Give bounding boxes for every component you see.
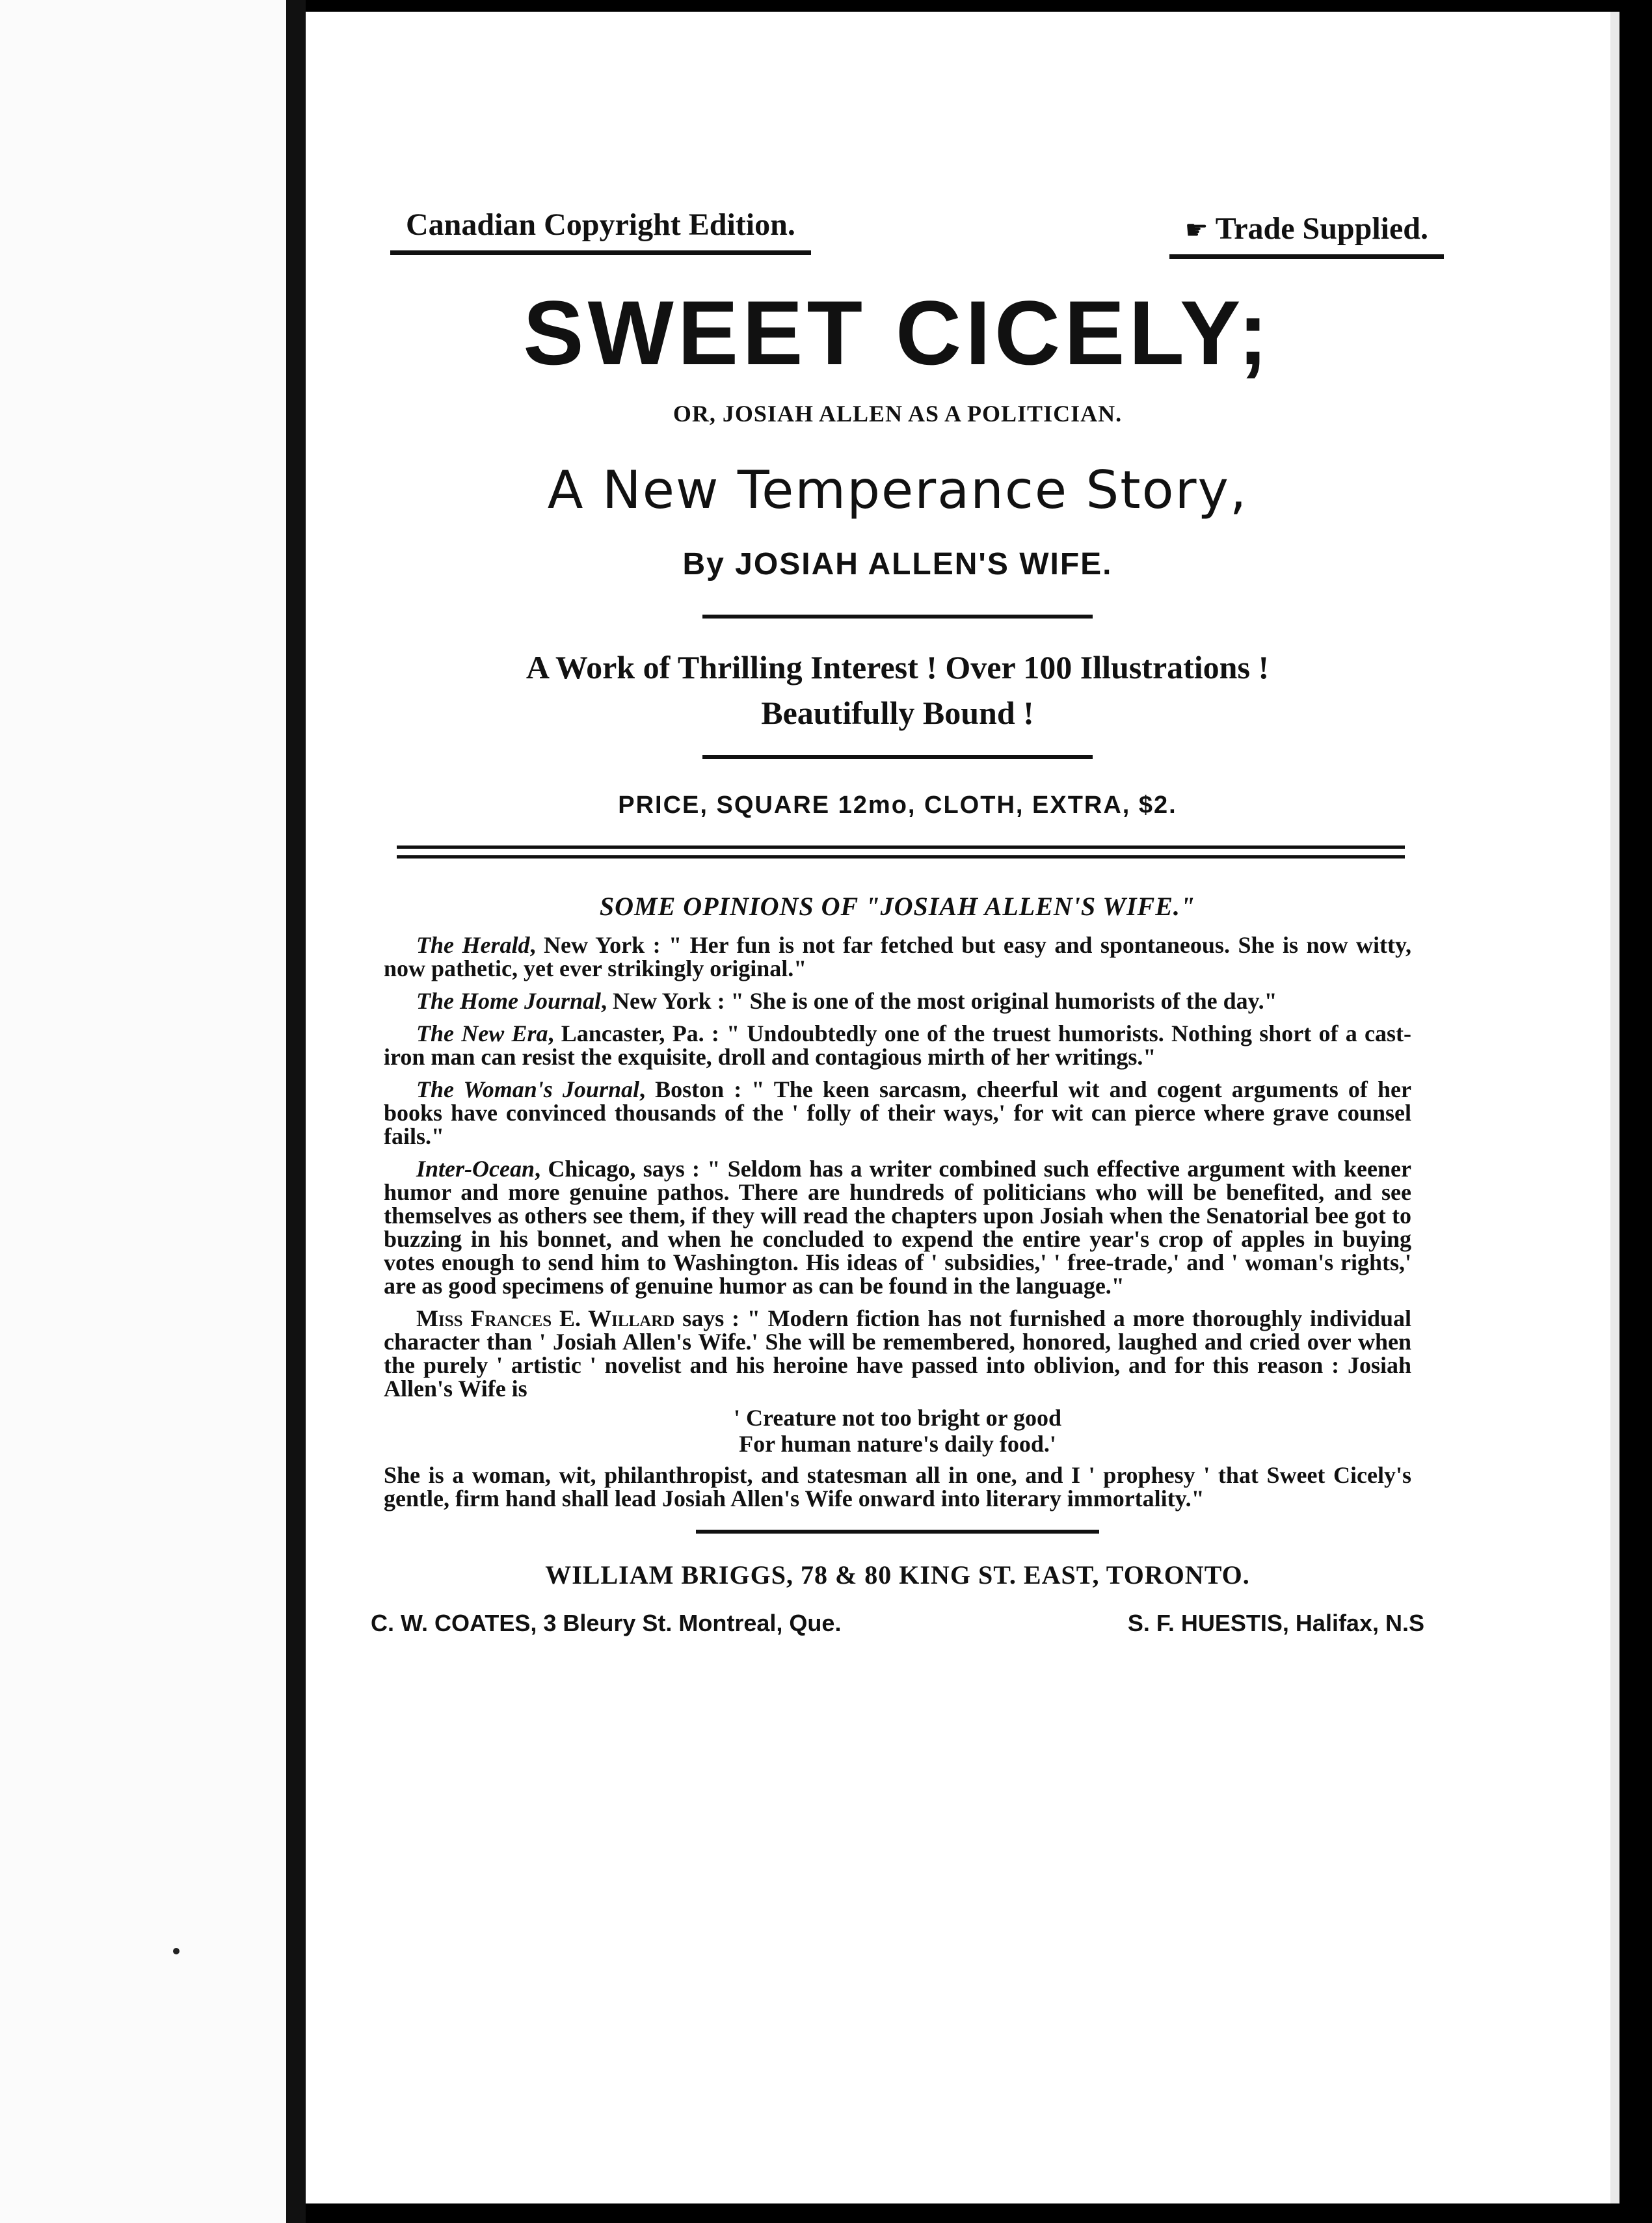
ink-speck — [173, 1948, 180, 1954]
book-tagline: A New Temperance Story, — [547, 460, 1248, 520]
verse — [384, 1405, 1411, 1457]
facing-page — [0, 0, 286, 2223]
verse-line-2: For human nature's daily food.' — [739, 1430, 1056, 1457]
trade-label — [1169, 211, 1444, 259]
pointing-hand-icon: ☛ — [1184, 215, 1208, 245]
features-line-1: A Work of Thrilling Interest ! Over 100 Illustrations ! — [526, 649, 1270, 686]
book-gutter — [286, 0, 306, 2223]
opinions-heading: SOME OPINIONS OF "JOSIAH ALLEN'S WIFE." — [599, 892, 1196, 921]
divider — [702, 755, 1093, 759]
quote-source: The Herald — [416, 932, 530, 958]
features-line-2: Beautifully Bound ! — [761, 695, 1034, 731]
title-page — [306, 12, 1619, 2203]
quote-text: , New York : " She is one of the most original humorists of the day." — [601, 988, 1277, 1014]
quote-source: The New Era — [416, 1020, 548, 1046]
price-line: PRICE, SQUARE 12mo, CLOTH, EXTRA, $2. — [618, 792, 1177, 819]
quote-source: Inter-Ocean — [416, 1156, 535, 1182]
divider — [702, 615, 1093, 619]
quote-closing: She is a woman, wit, philanthropist, and statesman all in one, and I ' prophesy ' that Sweet Cicely's gentle, firm hand shall lead Josiah Allen's Wife onward into literary immortality." — [384, 1462, 1411, 1512]
quote-item — [384, 989, 1411, 1013]
quote-item — [384, 1157, 1411, 1298]
top-line — [384, 200, 1428, 278]
quote-text: says : " Modern fiction has not furnished a more thoroughly individual character than ' Josiah Allen's Wife.' She will be remembered, honored, laughed and cried over when the purely ' artistic ' novelist and his heroine have passed into oblivion, and for this reason : Josiah Allen's Wife is — [384, 1305, 1412, 1402]
agents-line — [371, 1610, 1424, 1649]
quote-text: , Chicago, says : " Seldom has a writer combined such effective argument with keener humor and more genuine pathos. There are hundreds of politicians who will be benefited, and see themselves as others see them, if they will read the chapters upon Josiah when the Senatorial bee got to buzzing in his bonnet, and when he concluded to expend the entire year's crop of apples in buying votes enough to send him to Washington. His ideas of ' subsidies,' ' free-trade,' and ' woman's rights,' are as good specimens of genuine humor as can be found in the language." — [384, 1156, 1411, 1299]
double-rule — [397, 845, 1405, 859]
page-content — [371, 200, 1428, 1649]
quote-text: , Lancaster, Pa. : " Undoubtedly one of the truest humorists. Nothing short of a cast-iron man can resist the exquisite, droll and contagious mirth of her writings." — [384, 1020, 1411, 1070]
quote-item — [384, 933, 1411, 980]
verse-line-1: ' Creature not too bright or good — [734, 1405, 1061, 1431]
opinions-list — [384, 933, 1411, 1510]
book-author: By JOSIAH ALLEN'S WIFE. — [682, 547, 1113, 581]
publisher-line: WILLIAM BRIGGS, 78 & 80 KING ST. EAST, TORONTO. — [545, 1560, 1250, 1590]
quote-text: , Boston : " The keen sarcasm, cheerful wit and cogent arguments of her books have convinced thousands of the ' folly of their ways,' for wit can pierce where grave counsel fails." — [384, 1076, 1411, 1149]
edition-label: Canadian Copyright Edition. — [390, 207, 811, 255]
trade-text: Trade Supplied. — [1215, 211, 1428, 246]
quote-item — [384, 1022, 1411, 1069]
agent-montreal: C. W. COATES, 3 Bleury St. Montreal, Que. — [371, 1610, 842, 1637]
features — [384, 645, 1411, 736]
quote-item — [384, 1078, 1411, 1148]
book-subtitle: OR, JOSIAH ALLEN AS A POLITICIAN. — [673, 401, 1123, 427]
agent-halifax: S. F. HUESTIS, Halifax, N.S — [1127, 1610, 1424, 1637]
book-title: SWEET CICELY; — [523, 282, 1272, 384]
quote-source: The Home Journal — [416, 988, 602, 1014]
quote-source: The Woman's Journal — [416, 1076, 639, 1102]
divider — [696, 1530, 1099, 1534]
quote-source: Miss Frances E. Willard — [416, 1305, 675, 1331]
quote-text: , New York : " Her fun is not far fetched but easy and spontaneous. She is now witty, now pathetic, yet ever strikingly original." — [384, 932, 1412, 981]
quote-item — [384, 1307, 1411, 1400]
